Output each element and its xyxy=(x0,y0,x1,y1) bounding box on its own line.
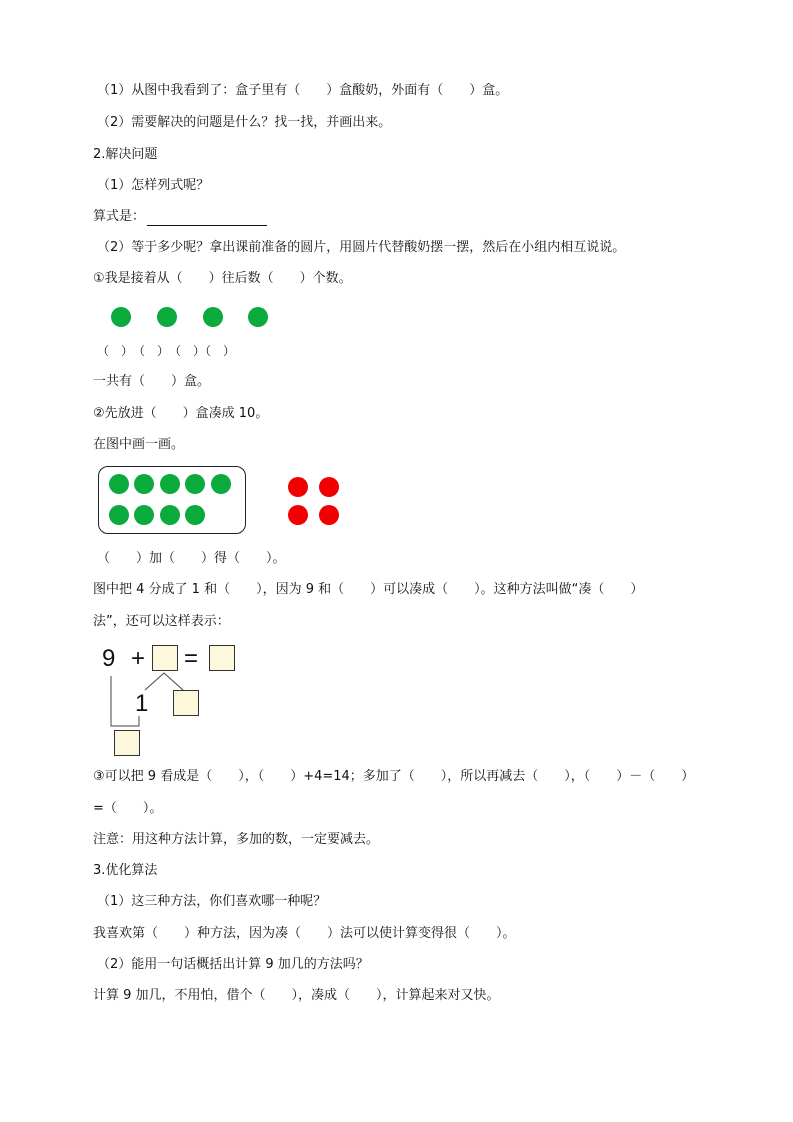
line-6: （2）等于多少呢？拿出课前准备的圆片，用圆片代替酸奶摆一摆，然后在小组内相互说说。 xyxy=(97,240,626,255)
split-box[interactable] xyxy=(173,690,199,716)
number-nine: 9 xyxy=(102,645,116,672)
equals-sign: = xyxy=(184,645,199,672)
line-21: （2）能用一句话概括出计算 9 加几的方法吗？ xyxy=(97,957,369,972)
line-12: （ ）加（ ）得（ ）。 xyxy=(97,551,286,566)
line-15: ③可以把 9 看成是（ ），（ ）+4=14；多加了（ ），所以再减去（ ），（ ）－（ ） xyxy=(93,769,695,784)
section-heading-2: 2.解决问题 xyxy=(93,147,158,162)
formula-label: 算式是： xyxy=(93,209,146,224)
line-4: （1）怎样列式呢？ xyxy=(97,178,210,193)
line-20: 我喜欢第（ ）种方法，因为凑（ ）法可以使计算变得很（ ）。 xyxy=(93,926,516,941)
plus-sign: + xyxy=(131,645,146,672)
note-line: 注意：用这种方法计算，多加的数，一定要减去。 xyxy=(93,832,380,847)
sum-box[interactable] xyxy=(209,645,235,671)
line-7: ①我是接着从（ ）往后数（ ）个数。 xyxy=(93,271,352,286)
line-10: ②先放进（ ）盒凑成 10。 xyxy=(93,406,269,421)
dot-answer-row: （ ） （ ） （ ）（ ） xyxy=(97,344,236,358)
line-22: 计算 9 加几，不用怕，借个（ ），凑成（ ），计算起来对又快。 xyxy=(93,988,500,1003)
line-16: =（ ）。 xyxy=(93,801,163,816)
line-2: （2）需要解决的问题是什么？找一找，并画出来。 xyxy=(97,115,392,130)
line-9: 一共有（ ）盒。 xyxy=(93,374,211,389)
ten-box[interactable] xyxy=(114,730,140,756)
line-13: 图中把 4 分成了 1 和（ ），因为 9 和（ ）可以凑成（ ）。这种方法叫做“凑（ ） xyxy=(93,582,644,597)
addend-box[interactable] xyxy=(152,645,178,671)
line-14: 法”，还可以这样表示： xyxy=(93,614,230,629)
line-11: 在图中画一画。 xyxy=(93,437,185,452)
line-1: （1）从图中我看到了：盒子里有（ ）盒酸奶，外面有（ ）盒。 xyxy=(97,83,509,98)
section-heading-3: 3.优化算法 xyxy=(93,863,158,878)
number-one: 1 xyxy=(135,690,149,717)
line-19: （1）这三种方法，你们喜欢哪一种呢？ xyxy=(97,894,327,909)
